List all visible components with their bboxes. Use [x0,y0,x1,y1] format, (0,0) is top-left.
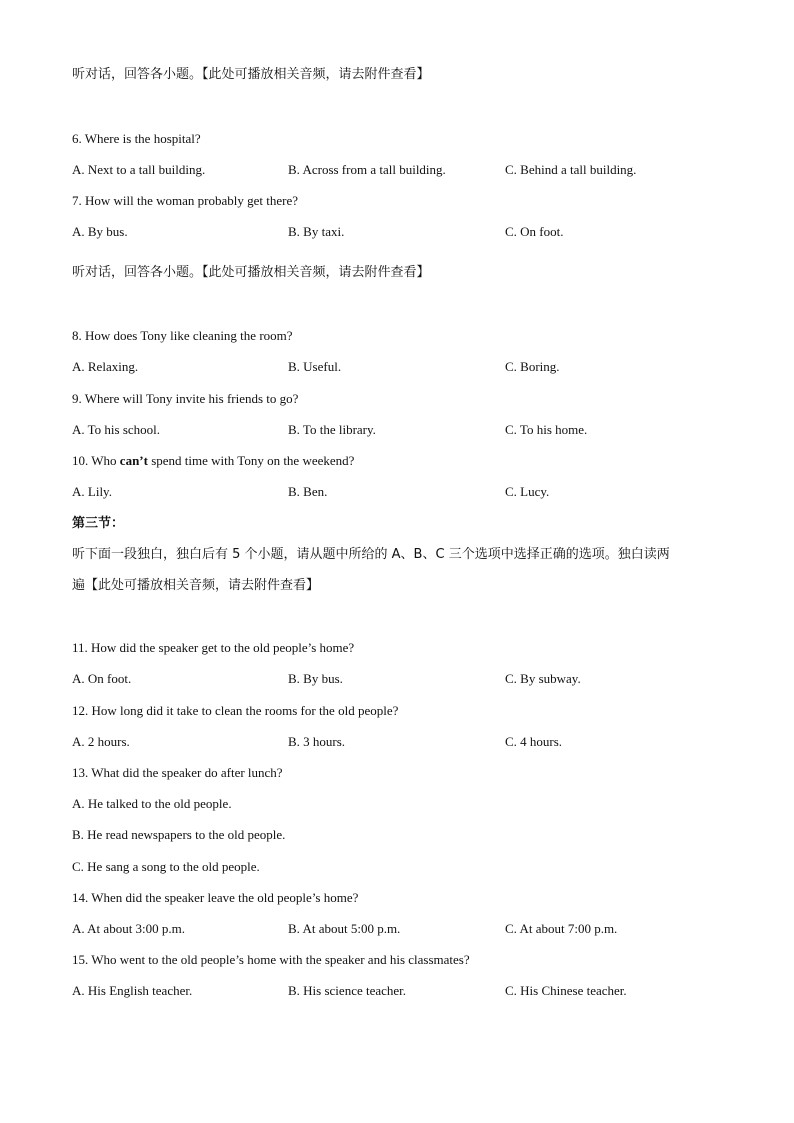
option-b: B. At about 5:00 p.m. [288,921,401,936]
section-title: 第三节： [72,516,125,531]
question-11: 11. How did the speaker get to the old people’s home? [72,640,355,655]
question-12: 12. How long did it take to clean the rooms for the old people? [72,703,399,718]
option-c: C. By subway. [505,671,581,686]
question-7: 7. How will the woman probably get there? [72,193,298,208]
option-a: A. 2 hours. [72,734,130,749]
options-q12 [72,733,732,751]
listening-instruction: 听对话，回答各小题。【此处可播放相关音频，请去附件查看】 [72,67,430,82]
option-b: B. Useful. [288,359,342,374]
option-a: A. His English teacher. [72,983,193,998]
section-instruction: 听下面一段独白，独白后有 5 个小题，请从题中所给的 A、B、C 三个选项中选择正确的选项。独白读两 [72,547,670,562]
option-b: B. By bus. [288,671,343,686]
question-9: 9. Where will Tony invite his friends to go? [72,391,299,406]
question-text: 10. Who [72,453,120,468]
options-q6 [72,161,732,179]
question-text: spend time with Tony on the weekend? [147,453,355,468]
question-15: 15. Who went to the old people’s home with the speaker and his classmates? [72,952,470,967]
options-q14 [72,920,732,938]
option-c: C. Behind a tall building. [505,162,637,177]
option-c: C. 4 hours. [505,734,563,749]
option-b: B. To the library. [288,422,376,437]
option-c: C. He sang a song to the old people. [72,859,260,874]
option-c: C. To his home. [505,422,588,437]
option-a: A. By bus. [72,224,128,239]
option-b: B. By taxi. [288,224,345,239]
listening-instruction: 听对话，回答各小题。【此处可播放相关音频，请去附件查看】 [72,265,430,280]
option-a: A. On foot. [72,671,132,686]
option-c: C. Boring. [505,359,560,374]
option-a: A. He talked to the old people. [72,796,232,811]
question-14: 14. When did the speaker leave the old people’s home? [72,890,359,905]
option-a: A. Next to a tall building. [72,162,206,177]
section-instruction: 遍【此处可播放相关音频，请去附件查看】 [72,578,320,593]
option-c: C. On foot. [505,224,564,239]
question-10 [72,452,354,470]
question-6: 6. Where is the hospital? [72,131,201,146]
option-b: B. Across from a tall building. [288,162,446,177]
option-c: C. His Chinese teacher. [505,983,627,998]
option-a: A. Relaxing. [72,359,139,374]
option-a: A. To his school. [72,422,161,437]
option-b: B. He read newspapers to the old people. [72,827,286,842]
options-q9 [72,421,732,439]
option-b: B. Ben. [288,484,328,499]
options-q11 [72,670,732,688]
option-a: A. At about 3:00 p.m. [72,921,186,936]
options-q10 [72,483,732,501]
option-b: B. 3 hours. [288,734,346,749]
option-c: C. Lucy. [505,484,550,499]
options-q7 [72,223,732,241]
question-8: 8. How does Tony like cleaning the room? [72,328,293,343]
question-13: 13. What did the speaker do after lunch? [72,765,283,780]
options-q8 [72,358,732,376]
option-c: C. At about 7:00 p.m. [505,921,618,936]
options-q15 [72,982,732,1000]
option-b: B. His science teacher. [288,983,407,998]
option-a: A. Lily. [72,484,112,499]
emphasis-text: can’t [119,453,148,468]
